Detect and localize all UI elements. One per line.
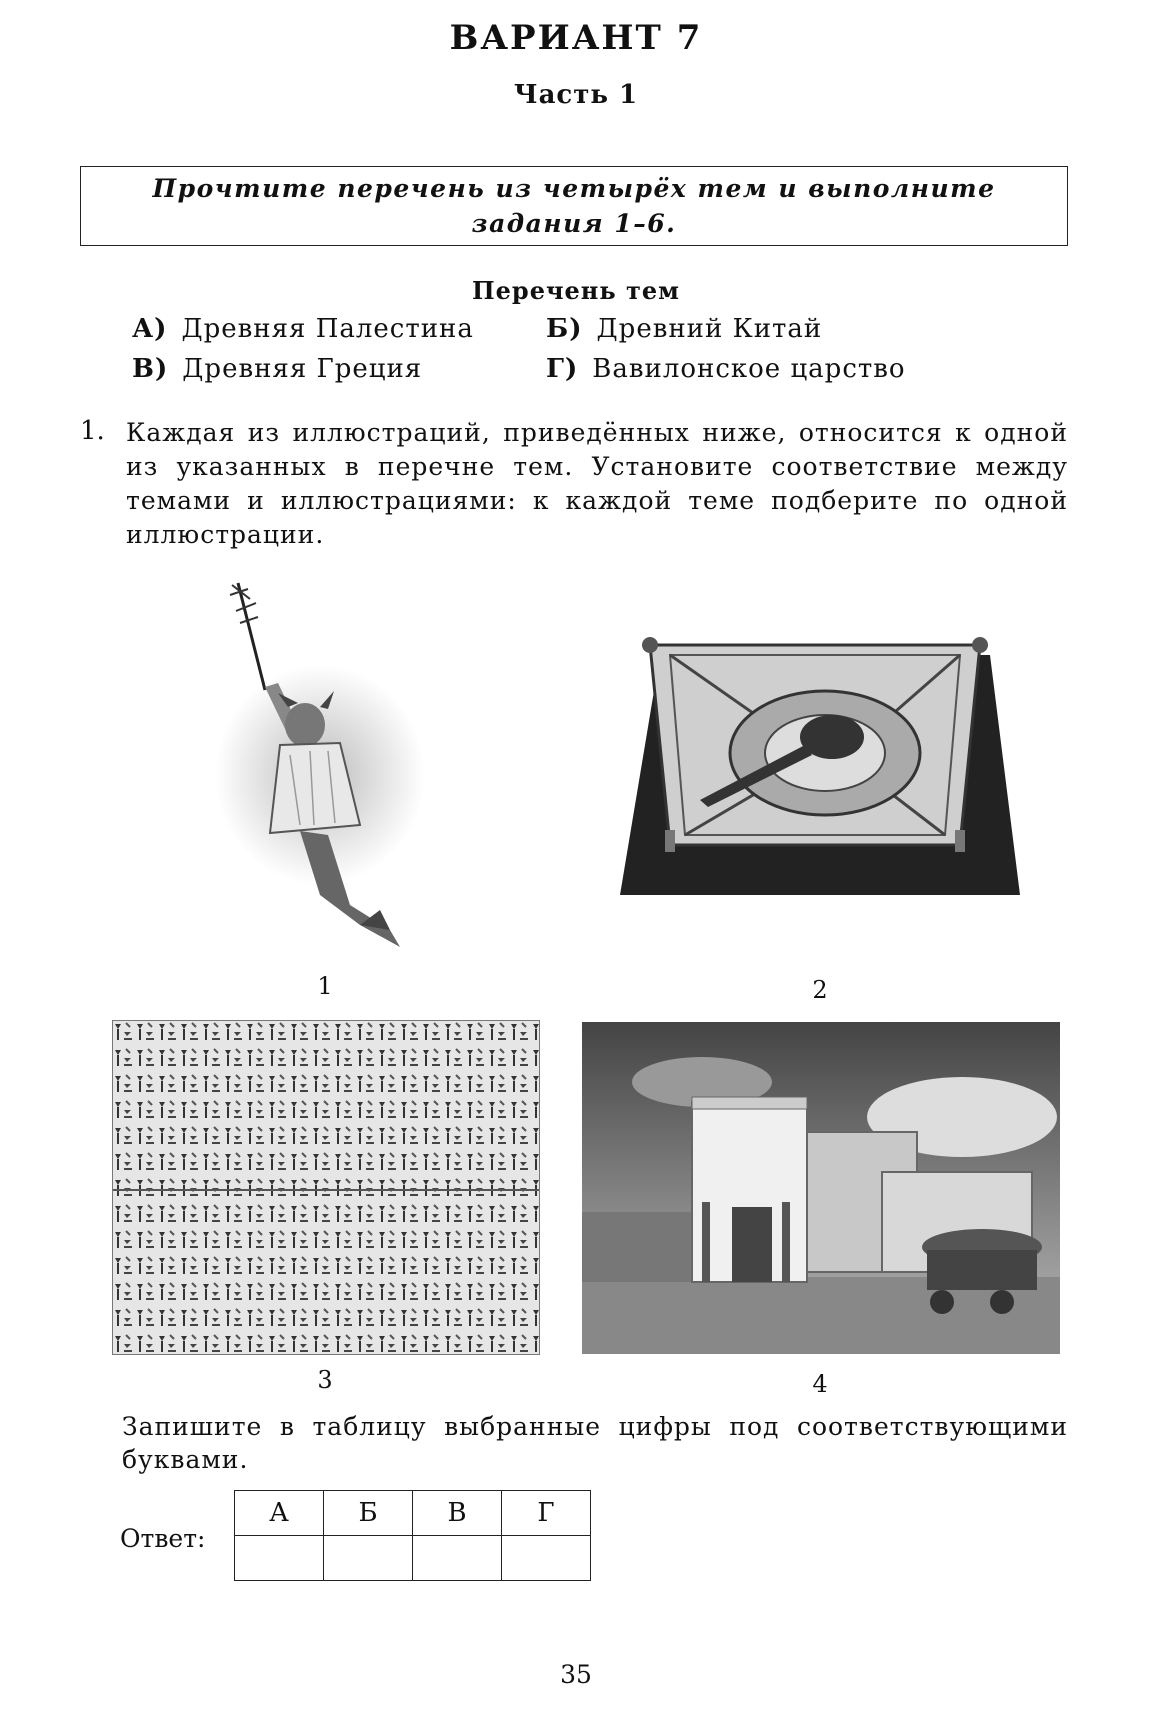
- topic-letter: В): [132, 354, 169, 384]
- answer-input-row: [235, 1536, 591, 1581]
- answer-cell-g[interactable]: [502, 1536, 591, 1581]
- illustration-3: [112, 1020, 540, 1355]
- topic-text: Вавилонское царство: [592, 354, 906, 384]
- answer-instruction: Запишите в таблицу выбранные цифры под соответствующими буквами.: [122, 1412, 1068, 1474]
- topic-b: [546, 314, 822, 344]
- instruction-box: [80, 166, 1068, 246]
- answer-col-a: А: [235, 1491, 324, 1536]
- topic-letter: Г): [546, 354, 579, 384]
- topic-text: Древняя Греция: [182, 354, 423, 384]
- answer-header-row: [235, 1491, 591, 1536]
- temple-icon: [582, 1022, 1060, 1354]
- topic-text: Древняя Палестина: [181, 314, 474, 344]
- answer-col-b: Б: [324, 1491, 413, 1536]
- topic-letter: А): [132, 314, 168, 344]
- illustration-2: [620, 625, 1030, 925]
- question-number: 1.: [80, 416, 105, 446]
- illustration-caption-3: 3: [317, 1366, 333, 1394]
- illustration-1: [210, 575, 460, 960]
- illustration-caption-2: 2: [812, 976, 828, 1004]
- answer-label: Ответ:: [120, 1524, 206, 1553]
- topics-heading: Перечень тем: [471, 276, 681, 305]
- answer-cell-b[interactable]: [324, 1536, 413, 1581]
- topic-text: Древний Китай: [596, 314, 823, 344]
- answer-col-g: Г: [502, 1491, 591, 1536]
- illustration-caption-4: 4: [812, 1370, 828, 1398]
- instruction-text: Прочтите перечень из четырёх тем и выполните задания 1–6.: [152, 174, 996, 238]
- topic-g: [546, 354, 906, 384]
- topic-letter: Б): [546, 314, 583, 344]
- part-title: Часть 1: [513, 80, 639, 110]
- cuneiform-icon: [112, 1020, 540, 1355]
- topic-v: [132, 354, 422, 384]
- question-text: Каждая из иллюстраций, приведённых ниже, относится к одной из указанных в перечне тем. Установите соответствие между темами и иллюстрациями: к каждой теме подберите по одной иллюстрации.: [126, 418, 1068, 549]
- answer-cell-a[interactable]: [235, 1536, 324, 1581]
- illustration-4: [582, 1022, 1060, 1354]
- answer-col-v: В: [413, 1491, 502, 1536]
- page-number: 35: [560, 1660, 592, 1689]
- answer-cell-v[interactable]: [413, 1536, 502, 1581]
- variant-title: ВАРИАНТ 7: [449, 18, 703, 58]
- hermes-icon: [210, 575, 460, 960]
- illustration-caption-1: 1: [317, 972, 333, 1000]
- compass-icon: [620, 625, 1030, 925]
- answer-table: [234, 1490, 591, 1581]
- topic-a: [132, 314, 474, 344]
